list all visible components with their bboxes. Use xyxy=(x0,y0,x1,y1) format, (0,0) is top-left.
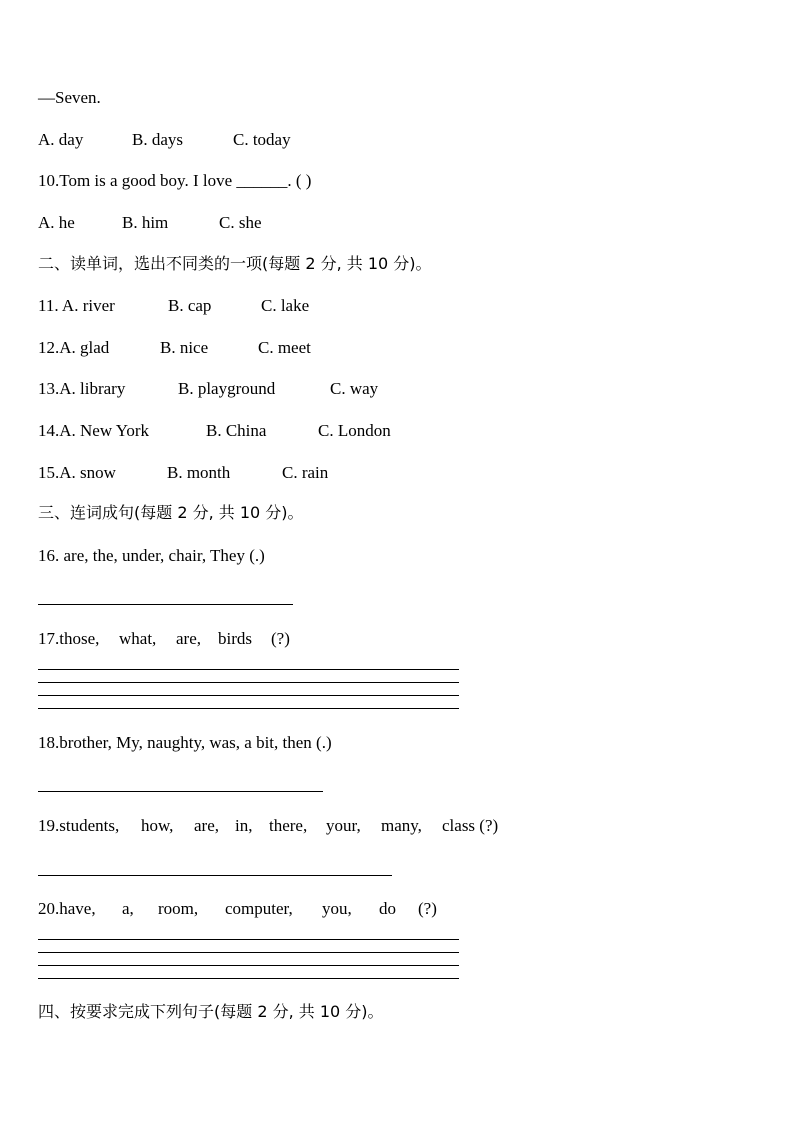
q11-option-b: B. cap xyxy=(168,296,212,315)
q19-word-8: class (?) xyxy=(442,816,499,835)
q20-answer-line-2 xyxy=(38,952,459,953)
q14-option-b: B. China xyxy=(206,421,267,440)
q20-word-4: computer, xyxy=(225,899,293,918)
q17-word-2: what, xyxy=(119,629,157,648)
q17-answer-line-2 xyxy=(38,682,459,683)
q20-answer-line-3 xyxy=(38,965,459,966)
q20-word-6: do xyxy=(379,899,396,918)
q13-option-c: C. way xyxy=(330,379,379,398)
q17-word-1: 17.those, xyxy=(38,629,100,648)
section4-title: 四、按要求完成下列句子(每题 2 分, 共 10 分)。 xyxy=(38,1002,384,1021)
q19-word-4: in, xyxy=(235,816,253,835)
q12-option-b: B. nice xyxy=(160,338,209,357)
q10-text: 10.Tom is a good boy. I love ______. ( ) xyxy=(38,171,312,190)
q20-word-5: you, xyxy=(322,899,352,918)
q19-word-7: many, xyxy=(381,816,422,835)
q19-answer-line xyxy=(38,875,392,876)
q20-word-3: room, xyxy=(158,899,199,918)
q19-word-3: are, xyxy=(194,816,220,835)
q19-word-2: how, xyxy=(141,816,174,835)
q14-option-a: 14.A. New York xyxy=(38,421,149,440)
q15-option-c: C. rain xyxy=(282,463,329,482)
q10-option-c: C. she xyxy=(219,213,262,232)
q14-option-c: C. London xyxy=(318,421,391,440)
q20-answer-line-1 xyxy=(38,939,459,940)
q11-option-c: C. lake xyxy=(261,296,310,315)
section2-title: 二、读单词，选出不同类的一项(每题 2 分, 共 10 分)。 xyxy=(38,254,432,273)
q12-option-c: C. meet xyxy=(258,338,311,357)
q18-answer-line xyxy=(38,791,323,792)
q17-word-3: are, xyxy=(176,629,202,648)
q19-word-6: your, xyxy=(326,816,361,835)
q16-words: 16. are, the, under, chair, They (.) xyxy=(38,546,265,565)
q15-option-b: B. month xyxy=(167,463,231,482)
q19-word-5: there, xyxy=(269,816,308,835)
q15-option-a: 15.A. snow xyxy=(38,463,116,482)
q11-option-a: 11. A. river xyxy=(38,296,115,315)
section3-title: 三、连词成句(每题 2 分, 共 10 分)。 xyxy=(38,503,304,522)
q10-option-b: B. him xyxy=(122,213,169,232)
q19-word-1: 19.students, xyxy=(38,816,120,835)
q9-option-c: C. today xyxy=(233,130,291,149)
q17-word-4: birds xyxy=(218,629,252,648)
q18-words: 18.brother, My, naughty, was, a bit, then (.) xyxy=(38,733,332,752)
q20-word-7: (?) xyxy=(418,899,437,918)
q9-option-b: B. days xyxy=(132,130,183,149)
q12-option-a: 12.A. glad xyxy=(38,338,110,357)
q20-word-2: a, xyxy=(122,899,134,918)
q17-answer-line-3 xyxy=(38,695,459,696)
q13-option-b: B. playground xyxy=(178,379,276,398)
q17-answer-line-4 xyxy=(38,708,459,709)
q9-option-a: A. day xyxy=(38,130,84,149)
q16-answer-line xyxy=(38,604,293,605)
q20-word-1: 20.have, xyxy=(38,899,96,918)
q20-answer-line-4 xyxy=(38,978,459,979)
q17-word-5: (?) xyxy=(271,629,290,648)
q9-answer: —Seven. xyxy=(38,88,101,107)
q17-answer-line-1 xyxy=(38,669,459,670)
q10-option-a: A. he xyxy=(38,213,75,232)
q13-option-a: 13.A. library xyxy=(38,379,126,398)
